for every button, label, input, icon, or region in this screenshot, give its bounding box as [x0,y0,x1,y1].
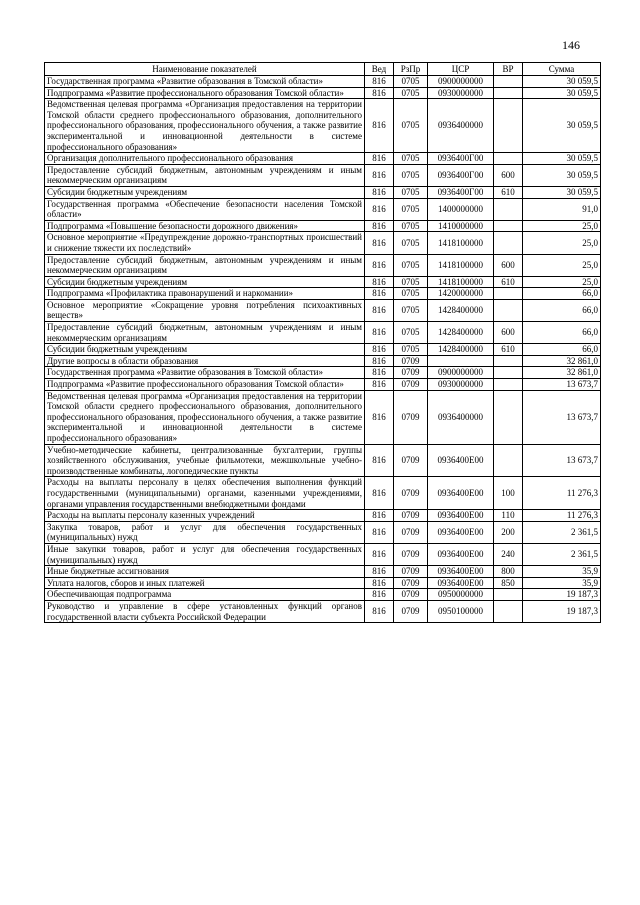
cell-ved: 816 [365,577,394,589]
cell-vr [494,444,523,477]
cell-ved: 816 [365,322,394,344]
cell-csr: 0936400Е00 [428,477,494,510]
cell-name: Ведомственная целевая программа «Организация предоставления на территории Томской области среднего профессионального образования, дополнительного профессионального образования, профессионального обучения, а также развитие экспериментальной и инновационной деятельности в системе профессионального образования» [45,99,365,153]
cell-sum: 19 187,3 [523,589,601,601]
cell-name: Иные закупки товаров, работ и услуг для обеспечения государственных (муниципальных) нужд [45,543,365,565]
cell-rzpr: 0705 [394,164,428,186]
cell-sum: 13 673,7 [523,444,601,477]
cell-sum: 30 059,5 [523,76,601,88]
table-row [45,477,601,510]
cell-vr [494,220,523,232]
cell-sum: 30 059,5 [523,87,601,99]
cell-vr [494,367,523,379]
cell-csr: 1428400000 [428,322,494,344]
cell-vr [494,589,523,601]
cell-vr [494,390,523,444]
cell-ved: 816 [365,288,394,300]
cell-ved: 816 [365,87,394,99]
cell-vr [494,600,523,622]
table-row [45,322,601,344]
cell-rzpr: 0705 [394,288,428,300]
cell-name: Подпрограмма «Профилактика правонарушений и наркомании» [45,288,365,300]
cell-rzpr: 0705 [394,186,428,198]
cell-vr: 600 [494,254,523,276]
cell-ved: 816 [365,232,394,254]
cell-vr: 100 [494,477,523,510]
cell-name: Подпрограмма «Развитие профессионального образования Томской области» [45,379,365,391]
cell-sum: 30 059,5 [523,186,601,198]
cell-csr: 0936400Е00 [428,543,494,565]
cell-vr [494,153,523,165]
cell-sum: 13 673,7 [523,390,601,444]
cell-vr [494,379,523,391]
cell-vr: 200 [494,521,523,543]
cell-rzpr: 0705 [394,76,428,88]
cell-ved: 816 [365,355,394,367]
table-row [45,600,601,622]
cell-sum: 2 361,5 [523,543,601,565]
table-row [45,186,601,198]
cell-vr: 600 [494,164,523,186]
cell-sum: 32 861,0 [523,367,601,379]
cell-sum: 32 861,0 [523,355,601,367]
table-row [45,589,601,601]
cell-csr [428,355,494,367]
cell-rzpr: 0709 [394,600,428,622]
cell-name: Организация дополнительного профессионального образования [45,153,365,165]
cell-csr: 0936400Е00 [428,566,494,578]
table-row [45,355,601,367]
cell-ved: 816 [365,367,394,379]
cell-rzpr: 0709 [394,510,428,522]
cell-ved: 816 [365,220,394,232]
cell-name: Учебно-методические кабинеты, централизованные бухгалтерии, группы хозяйственного обслуживания, учебные фильмотеки, межшкольные учебно-производственные комбинаты, логопедические пункты [45,444,365,477]
cell-ved: 816 [365,566,394,578]
cell-vr: 610 [494,186,523,198]
header-vr: ВР [494,63,523,76]
table-row [45,153,601,165]
table-row [45,299,601,321]
cell-name: Основное мероприятие «Сокращение уровня потребления психоактивных веществ» [45,299,365,321]
cell-rzpr: 0705 [394,276,428,288]
cell-name: Уплата налогов, сборов и иных платежей [45,577,365,589]
header-name: Наименование показателей [45,63,365,76]
cell-ved: 816 [365,444,394,477]
cell-name: Предоставление субсидий бюджетным, автономным учреждениям и иным некоммерческим организациям [45,164,365,186]
cell-ved: 816 [365,299,394,321]
cell-rzpr: 0705 [394,153,428,165]
cell-name: Субсидии бюджетным учреждениям [45,186,365,198]
cell-sum: 30 059,5 [523,153,601,165]
cell-name: Основное мероприятие «Предупреждение дорожно-транспортных происшествий и снижение тяжести их последствий» [45,232,365,254]
cell-csr: 1428400000 [428,299,494,321]
cell-ved: 816 [365,510,394,522]
cell-vr: 800 [494,566,523,578]
cell-ved: 816 [365,589,394,601]
cell-csr: 0936400Е00 [428,577,494,589]
cell-vr: 610 [494,344,523,356]
cell-rzpr: 0709 [394,444,428,477]
cell-name: Предоставление субсидий бюджетным, автономным учреждениям и иным некоммерческим организациям [45,322,365,344]
cell-csr: 0930000000 [428,379,494,391]
cell-csr: 0900000000 [428,76,494,88]
table-row [45,390,601,444]
cell-name: Государственная программа «Развитие образования в Томской области» [45,367,365,379]
cell-csr: 0936400Г00 [428,153,494,165]
cell-name: Подпрограмма «Повышение безопасности дорожного движения» [45,220,365,232]
cell-csr: 0936400000 [428,99,494,153]
cell-sum: 30 059,5 [523,164,601,186]
cell-ved: 816 [365,153,394,165]
cell-csr: 0936400Е00 [428,521,494,543]
cell-sum: 66,0 [523,322,601,344]
table-body [45,76,601,623]
table-row [45,543,601,565]
cell-name: Государственная программа «Обеспечение безопасности населения Томской области» [45,198,365,220]
cell-rzpr: 0705 [394,87,428,99]
cell-sum: 11 276,3 [523,510,601,522]
cell-rzpr: 0709 [394,477,428,510]
header-csr: ЦСР [428,63,494,76]
cell-name: Субсидии бюджетным учреждениям [45,344,365,356]
header-ved: Вед [365,63,394,76]
cell-rzpr: 0709 [394,379,428,391]
cell-csr: 1418100000 [428,254,494,276]
cell-vr: 240 [494,543,523,565]
cell-vr: 610 [494,276,523,288]
cell-name: Предоставление субсидий бюджетным, автономным учреждениям и иным некоммерческим организациям [45,254,365,276]
table-row [45,254,601,276]
cell-csr: 1400000000 [428,198,494,220]
cell-csr: 0936400Г00 [428,164,494,186]
cell-sum: 2 361,5 [523,521,601,543]
cell-sum: 66,0 [523,344,601,356]
cell-vr [494,299,523,321]
header-sum: Сумма [523,63,601,76]
budget-table [44,62,601,623]
cell-ved: 816 [365,521,394,543]
cell-rzpr: 0705 [394,299,428,321]
cell-csr: 1428400000 [428,344,494,356]
table-row [45,444,601,477]
cell-csr: 1410000000 [428,220,494,232]
cell-csr: 0936400Е00 [428,444,494,477]
cell-sum: 25,0 [523,220,601,232]
cell-rzpr: 0705 [394,322,428,344]
cell-rzpr: 0705 [394,232,428,254]
table-row [45,577,601,589]
cell-name: Субсидии бюджетным учреждениям [45,276,365,288]
cell-ved: 816 [365,164,394,186]
table-row [45,164,601,186]
cell-sum: 91,0 [523,198,601,220]
cell-sum: 11 276,3 [523,477,601,510]
cell-rzpr: 0709 [394,566,428,578]
cell-name: Расходы на выплаты персоналу казенных учреждений [45,510,365,522]
cell-ved: 816 [365,543,394,565]
cell-ved: 816 [365,600,394,622]
table-row [45,288,601,300]
cell-csr: 0930000000 [428,87,494,99]
cell-ved: 816 [365,390,394,444]
table-row [45,344,601,356]
cell-ved: 816 [365,99,394,153]
cell-rzpr: 0705 [394,198,428,220]
cell-rzpr: 0709 [394,355,428,367]
cell-vr [494,198,523,220]
cell-ved: 816 [365,379,394,391]
cell-ved: 816 [365,344,394,356]
cell-csr: 0936400Е00 [428,510,494,522]
header-rzpr: РзПр [394,63,428,76]
cell-csr: 0950100000 [428,600,494,622]
cell-name: Государственная программа «Развитие образования в Томской области» [45,76,365,88]
table-row [45,276,601,288]
cell-sum: 25,0 [523,276,601,288]
cell-name: Руководство и управление в сфере установленных функций органов государственной власти субъекта Российской Федерации [45,600,365,622]
cell-ved: 816 [365,276,394,288]
cell-name: Расходы на выплаты персоналу в целях обеспечения выполнения функций государственными (муниципальными) органами, казенными учреждениями, органами управления государственными внебюджетными фондами [45,477,365,510]
cell-sum: 25,0 [523,254,601,276]
table-row [45,76,601,88]
cell-csr: 0900000000 [428,367,494,379]
cell-sum: 66,0 [523,288,601,300]
cell-rzpr: 0709 [394,390,428,444]
cell-ved: 816 [365,477,394,510]
cell-rzpr: 0709 [394,589,428,601]
cell-csr: 1418100000 [428,232,494,254]
cell-name: Другие вопросы в области образования [45,355,365,367]
cell-vr [494,87,523,99]
cell-vr [494,76,523,88]
cell-name: Обеспечивающая подпрограмма [45,589,365,601]
table-row [45,99,601,153]
cell-csr: 0936400Г00 [428,186,494,198]
table-header-row [45,63,601,76]
cell-sum: 25,0 [523,232,601,254]
cell-name: Иные бюджетные ассигнования [45,566,365,578]
cell-ved: 816 [365,76,394,88]
table-row [45,220,601,232]
cell-vr: 110 [494,510,523,522]
cell-rzpr: 0709 [394,543,428,565]
cell-ved: 816 [365,186,394,198]
cell-rzpr: 0709 [394,577,428,589]
cell-name: Закупка товаров, работ и услуг для обеспечения государственных (муниципальных) нужд [45,521,365,543]
cell-sum: 35,9 [523,577,601,589]
cell-vr: 600 [494,322,523,344]
cell-csr: 1420000000 [428,288,494,300]
cell-name: Подпрограмма «Развитие профессионального образования Томской области» [45,87,365,99]
cell-sum: 66,0 [523,299,601,321]
cell-rzpr: 0709 [394,521,428,543]
table-row [45,379,601,391]
cell-name: Ведомственная целевая программа «Организация предоставления на территории Томской области среднего профессионального образования, дополнительного профессионального образования, профессионального обучения, а также развитие экспериментальной и инновационной деятельности в системе профессионального образования» [45,390,365,444]
cell-sum: 13 673,7 [523,379,601,391]
cell-rzpr: 0709 [394,367,428,379]
cell-vr: 850 [494,577,523,589]
cell-csr: 1418100000 [428,276,494,288]
table-row [45,566,601,578]
cell-ved: 816 [365,254,394,276]
cell-vr [494,355,523,367]
cell-ved: 816 [365,198,394,220]
cell-rzpr: 0705 [394,220,428,232]
cell-vr [494,99,523,153]
cell-rzpr: 0705 [394,344,428,356]
cell-sum: 30 059,5 [523,99,601,153]
cell-vr [494,232,523,254]
cell-vr [494,288,523,300]
cell-sum: 19 187,3 [523,600,601,622]
cell-csr: 0936400000 [428,390,494,444]
cell-csr: 0950000000 [428,589,494,601]
cell-sum: 35,9 [523,566,601,578]
cell-rzpr: 0705 [394,99,428,153]
table-row [45,198,601,220]
table-row [45,510,601,522]
table-row [45,87,601,99]
table-row [45,367,601,379]
table-row [45,232,601,254]
cell-rzpr: 0705 [394,254,428,276]
table-row [45,521,601,543]
page-number: 146 [562,38,580,52]
